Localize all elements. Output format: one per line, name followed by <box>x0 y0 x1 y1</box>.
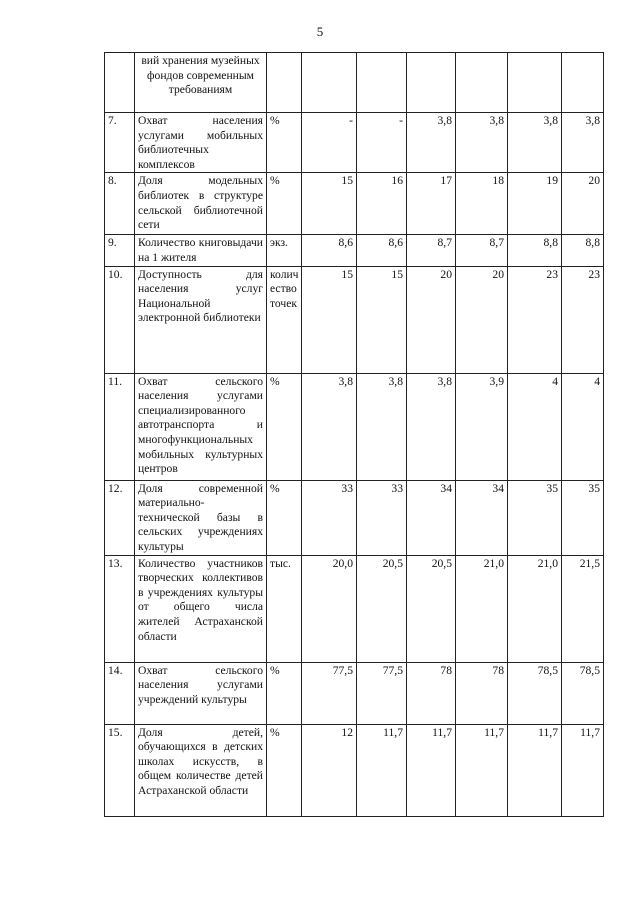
value-cell: 35 <box>508 480 562 555</box>
value-cell: 23 <box>562 266 604 373</box>
page-number: 5 <box>316 24 324 39</box>
value-cell: 3,8 <box>508 113 562 173</box>
table-row <box>105 480 604 555</box>
value-cell: 19 <box>508 173 562 235</box>
value-cell: 3,8 <box>357 373 407 480</box>
table-row <box>105 266 604 373</box>
indicator-name: Количество книговыдачи на 1 жителя <box>135 235 267 266</box>
indicator-name: Доля модельных библиотек в структуре сельской библиотечной сети <box>135 173 267 235</box>
value-cell: 3,8 <box>562 113 604 173</box>
row-number: 15. <box>105 724 135 816</box>
value-cell: 15 <box>302 266 357 373</box>
row-number: 12. <box>105 480 135 555</box>
value-cell: 20,5 <box>357 555 407 662</box>
value-cell: 21,5 <box>562 555 604 662</box>
table-body <box>105 53 604 817</box>
unit-cell: % <box>267 480 302 555</box>
table-row <box>105 555 604 662</box>
value-cell: 18 <box>456 173 508 235</box>
row-number: 13. <box>105 555 135 662</box>
value-cell: 35 <box>562 480 604 555</box>
indicator-name: Охват сельского населения услугами учреждений культуры <box>135 662 267 724</box>
row-number: 14. <box>105 662 135 724</box>
value-cell: 17 <box>407 173 456 235</box>
unit-cell: тыс. <box>267 555 302 662</box>
value-cell: 77,5 <box>357 662 407 724</box>
value-cell: 15 <box>357 266 407 373</box>
indicator-name: Доля детей, обучающихся в детских школах искусств, в общем количестве детей Астраханской области <box>135 724 267 816</box>
value-cell: 21,0 <box>456 555 508 662</box>
value-cell: - <box>357 113 407 173</box>
value-cell: 8,6 <box>357 235 407 266</box>
unit-cell: % <box>267 113 302 173</box>
value-cell: 20,5 <box>407 555 456 662</box>
value-cell: 3,8 <box>302 373 357 480</box>
value-cell: 33 <box>357 480 407 555</box>
value-cell: 4 <box>508 373 562 480</box>
row-number: 7. <box>105 113 135 173</box>
value-cell: 8,8 <box>508 235 562 266</box>
table-row <box>105 235 604 266</box>
unit-cell: % <box>267 173 302 235</box>
value-cell: 8,8 <box>562 235 604 266</box>
value-cell: 11,7 <box>357 724 407 816</box>
table-row <box>105 53 604 113</box>
value-cell: 77,5 <box>302 662 357 724</box>
value-cell: 21,0 <box>508 555 562 662</box>
value-cell: 3,8 <box>456 113 508 173</box>
value-cell: 11,7 <box>456 724 508 816</box>
value-cell: 11,7 <box>508 724 562 816</box>
value-cell: 16 <box>357 173 407 235</box>
value-cell: 3,8 <box>407 113 456 173</box>
indicator-name: Охват населения услугами мобильных библиотечных комплексов <box>135 113 267 173</box>
value-cell: 34 <box>407 480 456 555</box>
value-cell: 3,8 <box>407 373 456 480</box>
value-cell <box>562 53 604 113</box>
value-cell: 8,6 <box>302 235 357 266</box>
value-cell: 20,0 <box>302 555 357 662</box>
value-cell: 33 <box>302 480 357 555</box>
indicator-name: Количество участников творческих коллективов в учреждениях культуры от общего числа жителей Астраханской области <box>135 555 267 662</box>
value-cell: 78 <box>407 662 456 724</box>
indicator-name: Доля современной материально-технической базы в сельских учреждениях культуры <box>135 480 267 555</box>
value-cell <box>456 53 508 113</box>
table-row <box>105 662 604 724</box>
indicator-name: Доступность для населения услуг Национальной электронной библиотеки <box>135 266 267 373</box>
value-cell <box>407 53 456 113</box>
value-cell: 8,7 <box>407 235 456 266</box>
row-number: 8. <box>105 173 135 235</box>
unit-cell <box>267 53 302 113</box>
value-cell: 34 <box>456 480 508 555</box>
value-cell: 11,7 <box>407 724 456 816</box>
value-cell <box>302 53 357 113</box>
unit-cell: количество точек <box>267 266 302 373</box>
unit-cell: % <box>267 373 302 480</box>
unit-cell: % <box>267 724 302 816</box>
value-cell: 78,5 <box>508 662 562 724</box>
value-cell: 11,7 <box>562 724 604 816</box>
table-row <box>105 373 604 480</box>
table-row <box>105 113 604 173</box>
value-cell <box>357 53 407 113</box>
value-cell: 78 <box>456 662 508 724</box>
value-cell: 3,9 <box>456 373 508 480</box>
value-cell: 20 <box>407 266 456 373</box>
row-number <box>105 53 135 113</box>
row-number: 9. <box>105 235 135 266</box>
value-cell: 12 <box>302 724 357 816</box>
table-row <box>105 173 604 235</box>
indicators-table <box>104 52 604 817</box>
indicator-name: Охват сельского населения услугами специализированного автотранспорта и многофункциональных мобильных культурных центров <box>135 373 267 480</box>
value-cell: 78,5 <box>562 662 604 724</box>
unit-cell: % <box>267 662 302 724</box>
row-number: 10. <box>105 266 135 373</box>
row-number: 11. <box>105 373 135 480</box>
value-cell: 23 <box>508 266 562 373</box>
value-cell: 4 <box>562 373 604 480</box>
value-cell: 15 <box>302 173 357 235</box>
value-cell: - <box>302 113 357 173</box>
indicator-name: вий хранения музейных фондов современным требованиям <box>135 53 267 113</box>
unit-cell: экз. <box>267 235 302 266</box>
table-row <box>105 724 604 816</box>
value-cell: 20 <box>456 266 508 373</box>
value-cell <box>508 53 562 113</box>
value-cell: 8,7 <box>456 235 508 266</box>
value-cell: 20 <box>562 173 604 235</box>
